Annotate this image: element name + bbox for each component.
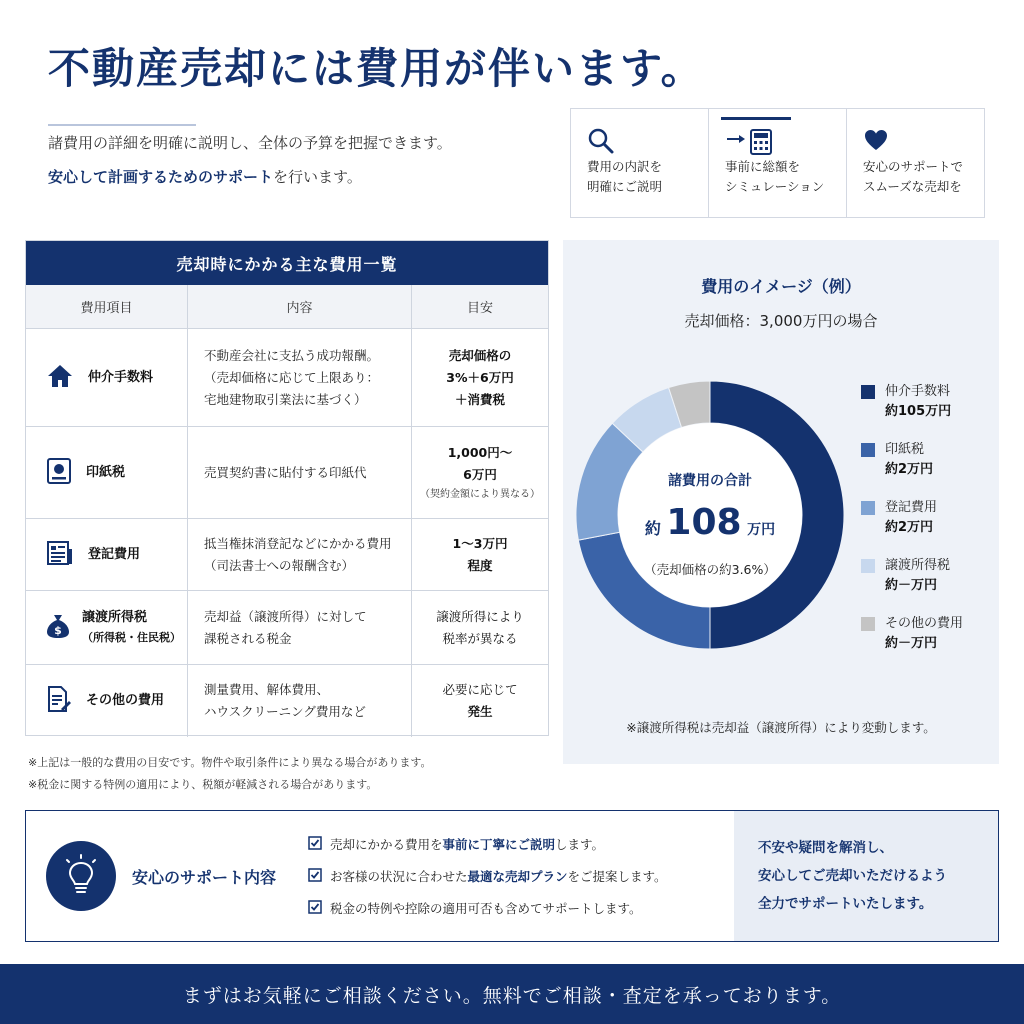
money-bag-icon [44,612,72,644]
legend-label: 仲介手数料 [885,384,951,399]
legend-swatch [861,559,875,573]
center-note: （売却価格の約3.6%） [644,562,776,577]
header-item: 費用項目 [26,285,188,328]
legend-value: 約2万円 [885,520,934,535]
feature-simulation: 事前に総額を シミュレーション [709,109,847,217]
feature-explain: 費用の内訳を 明確にご説明 [571,109,709,217]
legend-item [861,614,963,654]
checkbox-icon [308,836,322,853]
list-item: 税金の特例や控除の適用可否も含めてサポートします。 [308,899,734,917]
lead-text-2 [48,166,362,187]
legend-value: 約－万円 [885,636,938,651]
table-notes [28,752,431,796]
center-value: 約 108 万円 [644,502,776,543]
legend-value: 約－万円 [885,578,938,593]
chart-panel [563,240,999,764]
lead-highlight: 安心して計画するためのサポート [48,168,274,186]
row-name: 仲介手数料 [88,369,154,385]
list-item: 売却にかかる費用を事前に丁寧にご説明します。 [308,835,734,853]
table-row: 仲介手数料 不動産会社に支払う成功報酬。 （売却価格に応じて上限あり： 宅地建物取引業法に基づく） 売却価格の 3%＋6万円 ＋消費税 [26,329,548,427]
stamp-icon [46,457,72,489]
legend-item [861,556,963,596]
legend-value: 約2万円 [885,462,934,477]
legend-label: その他の費用 [885,616,964,631]
calculator-icon [725,127,846,157]
svg-text:$: $ [54,623,62,637]
note-1: ※上記は一般的な費用の目安です。物件や取引条件により異なる場合があります。 [28,756,432,769]
row-name: 譲渡所得税 （所得税・住民税） [82,609,181,644]
center-label: 諸費用の合計 [668,473,752,489]
table-row: 印紙税 売買契約書に貼付する印紙代 1,000円～ 6万円 （契約金額により異なる） [26,427,548,519]
heart-icon [863,127,984,157]
legend-item [861,498,963,538]
lead-text-1: 諸費用の詳細を明確に説明し、全体の予算を把握できます。 [48,134,452,152]
chart-title: 費用のイメージ（例） [701,277,861,296]
chart-footnote: ※譲渡所得税は売却益（譲渡所得）により変動します。 [626,720,936,735]
legend-item [861,382,963,422]
legend-item [861,440,963,480]
table-row: $ 譲渡所得税 （所得税・住民税） 売却益（譲渡所得）に対して 課税される税金 譲渡所得により 税率が異なる [26,591,548,665]
lead-rest: を行います。 [273,168,362,186]
house-icon [46,363,74,393]
legend-swatch [861,385,875,399]
search-icon [587,127,708,157]
legend-label: 譲渡所得税 [885,558,951,573]
chart-legend [861,382,963,672]
header-content: 内容 [188,285,412,328]
table-row: その他の費用 測量費用、解体費用、 ハウスクリーニング費用など 必要に応じて 発生 [26,665,548,737]
table-title: 売却時にかかる主な費用一覧 [26,241,548,285]
chart-subtitle: 売却価格：3,000万円の場合 [684,312,878,330]
row-name: 印紙税 [86,464,126,480]
feature-panel [570,108,985,218]
feature-support: 安心のサポートで スムーズな売却を [847,109,984,217]
support-box [25,810,999,942]
list-item: お客様の状況に合わせた最適な売却プランをご提案します。 [308,867,734,885]
table-header-row [26,285,548,329]
support-title: 安心のサポート内容 [132,867,277,887]
legend-swatch [861,501,875,515]
lightbulb-icon [46,841,116,911]
footer-banner: まずはお気軽にご相談ください。無料でご相談・査定を承っております。 [0,964,1024,1024]
legend-label: 印紙税 [885,442,925,457]
checkbox-icon [308,900,322,917]
support-message: 不安や疑問を解消し、 安心してご売却いただけるよう 全力でサポートいたします。 [734,811,998,941]
cost-table [25,240,549,736]
header-estimate: 目安 [466,301,493,316]
title-divider [48,124,196,126]
table-row: 登記費用 抵当権抹消登記などにかかる費用 （司法書士への報酬含む） 1～3万円 程度 [26,519,548,591]
row-name: 登記費用 [88,546,141,562]
checkbox-icon [308,868,322,885]
note-2: ※税金に関する特例の適用により、税額が軽減される場合があります。 [28,778,378,791]
support-list [308,811,734,941]
row-name: その他の費用 [86,693,165,708]
legend-swatch [861,617,875,631]
legend-swatch [861,443,875,457]
page-title: 不動産売却には費用が伴います。 [48,44,705,93]
paper-pen-icon [46,685,72,717]
document-icon [46,539,74,571]
legend-value: 約105万円 [885,404,952,419]
legend-label: 登記費用 [885,500,938,515]
active-indicator [721,117,791,120]
